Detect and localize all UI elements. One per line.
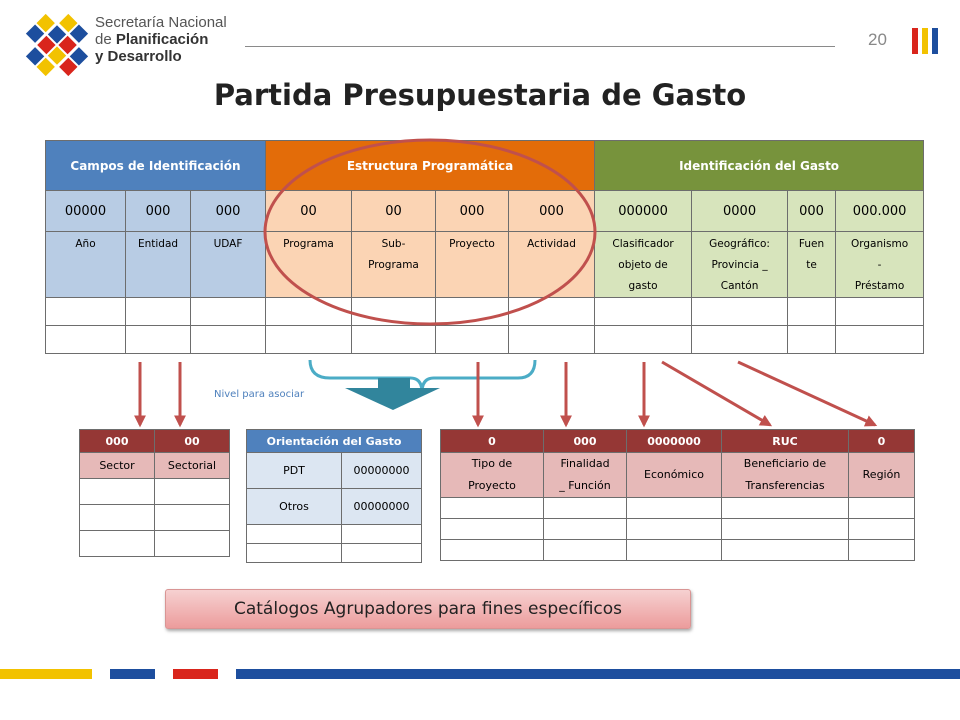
empty-row bbox=[441, 498, 915, 519]
arrow-icon bbox=[662, 362, 770, 425]
code-cell: 00 bbox=[266, 191, 352, 232]
empty-row bbox=[80, 505, 230, 531]
partida-main-table bbox=[45, 140, 924, 354]
group-header-identificacion: Identificación del Gasto bbox=[595, 141, 924, 191]
clasif-label: Finalidad _ Función bbox=[544, 453, 627, 498]
footer-bar-blue-long bbox=[236, 669, 960, 679]
clasif-code: RUC bbox=[722, 430, 849, 453]
code-cell: 000.000 bbox=[836, 191, 924, 232]
orientacion-header: Orientación del Gasto bbox=[247, 430, 422, 453]
group-header-estructura: Estructura Programática bbox=[266, 141, 595, 191]
field-label: UDAF bbox=[191, 232, 266, 298]
orientacion-gasto-table bbox=[246, 429, 422, 563]
code-cell: 00 bbox=[352, 191, 436, 232]
empty-row bbox=[46, 326, 924, 354]
field-label: Fuen te bbox=[788, 232, 836, 298]
field-label: Actividad bbox=[509, 232, 595, 298]
header-divider bbox=[245, 46, 835, 47]
empty-row bbox=[80, 479, 230, 505]
clasif-code: 0000000 bbox=[627, 430, 722, 453]
code-cell: 00000 bbox=[46, 191, 126, 232]
arrow-icon bbox=[738, 362, 875, 425]
empty-row bbox=[441, 519, 915, 540]
clasif-code: 0 bbox=[849, 430, 915, 453]
catalog-banner: Catálogos Agrupadores para fines específicos bbox=[165, 589, 691, 629]
empty-row bbox=[247, 544, 422, 563]
field-label: Geográfico: Provincia _ Cantón bbox=[692, 232, 788, 298]
code-cell: 000 bbox=[509, 191, 595, 232]
empty-row bbox=[247, 525, 422, 544]
nivel-label: Nivel para asociar bbox=[214, 389, 305, 400]
field-label: Organismo - Préstamo bbox=[836, 232, 924, 298]
field-label: Año bbox=[46, 232, 126, 298]
field-label: Proyecto bbox=[436, 232, 509, 298]
empty-row bbox=[441, 540, 915, 561]
orientacion-value: 00000000 bbox=[342, 489, 422, 525]
field-label: Programa bbox=[266, 232, 352, 298]
code-cell: 000 bbox=[788, 191, 836, 232]
logo-text bbox=[95, 14, 227, 65]
code-cell: 000 bbox=[191, 191, 266, 232]
logo-line-2-prefix: de bbox=[95, 31, 112, 48]
clasificadores-table bbox=[440, 429, 915, 561]
clasif-label: Región bbox=[849, 453, 915, 498]
clasif-label: Económico bbox=[627, 453, 722, 498]
clasif-label: Beneficiario de Transferencias bbox=[722, 453, 849, 498]
empty-row bbox=[80, 531, 230, 557]
page-title: Partida Presupuestaria de Gasto bbox=[213, 78, 747, 112]
sectorial-label: Sectorial bbox=[155, 453, 230, 479]
clasif-code: 000 bbox=[544, 430, 627, 453]
sector-code: 000 bbox=[80, 430, 155, 453]
sector-label: Sector bbox=[80, 453, 155, 479]
flag-stripes-icon bbox=[912, 28, 938, 54]
orientacion-label: PDT bbox=[247, 453, 342, 489]
code-cell: 000000 bbox=[595, 191, 692, 232]
sector-table bbox=[79, 429, 230, 557]
orientacion-value: 00000000 bbox=[342, 453, 422, 489]
logo-line-1: Secretaría Nacional bbox=[95, 14, 227, 31]
clasif-code: 0 bbox=[441, 430, 544, 453]
field-label: Sub- Programa bbox=[352, 232, 436, 298]
code-cell: 000 bbox=[436, 191, 509, 232]
senplades-logo-icon bbox=[24, 12, 90, 78]
logo-line-2-bold: Planificación bbox=[115, 31, 209, 48]
page-number: 20 bbox=[868, 30, 887, 49]
code-cell: 0000 bbox=[692, 191, 788, 232]
field-label: Clasificador objeto de gasto bbox=[595, 232, 692, 298]
clasif-label: Tipo de Proyecto bbox=[441, 453, 544, 498]
empty-row bbox=[46, 298, 924, 326]
brace-icon bbox=[310, 360, 535, 392]
code-cell: 000 bbox=[126, 191, 191, 232]
footer-bar-blue bbox=[110, 669, 155, 679]
footer-bar-yellow bbox=[0, 669, 92, 679]
logo-line-3: y Desarrollo bbox=[95, 48, 182, 65]
group-header-campos: Campos de Identificación bbox=[46, 141, 266, 191]
sectorial-code: 00 bbox=[155, 430, 230, 453]
footer-bar-red bbox=[173, 669, 218, 679]
down-arrow-icon bbox=[345, 378, 440, 410]
orientacion-label: Otros bbox=[247, 489, 342, 525]
field-label: Entidad bbox=[126, 232, 191, 298]
